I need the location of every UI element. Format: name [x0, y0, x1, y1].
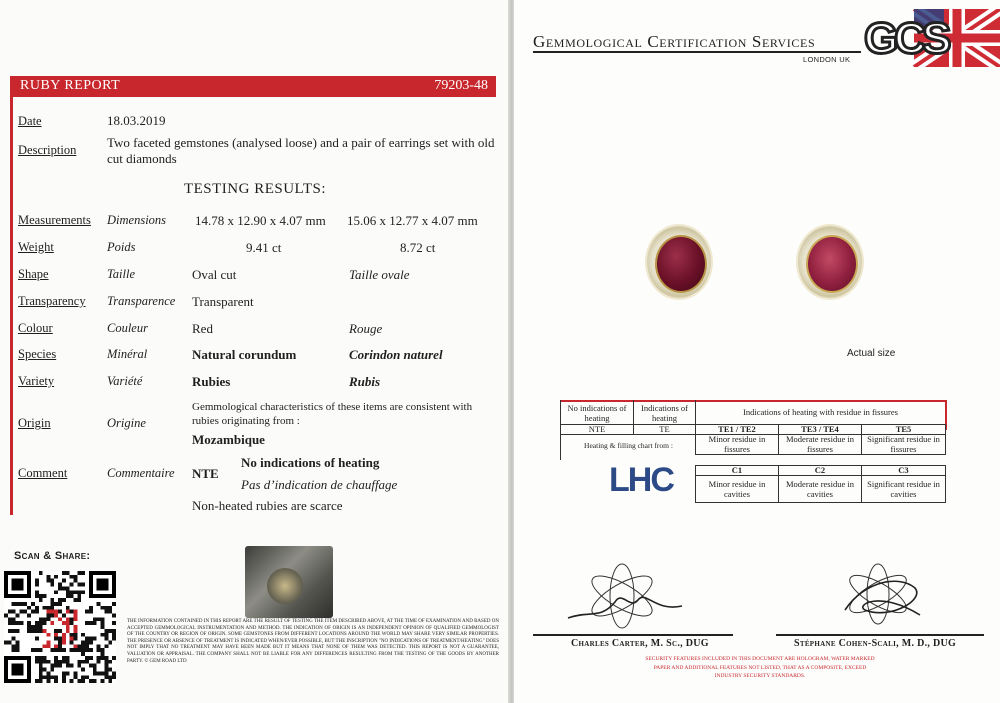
row-te: TE: [659, 424, 670, 434]
te-code-3: TE5: [895, 424, 912, 434]
colour-value-fr: Rouge: [349, 321, 383, 336]
comment-label: Comment: [18, 466, 68, 480]
signature-line-left: [533, 634, 733, 636]
qr-code-icon[interactable]: [4, 571, 116, 683]
measurements-value-1: 14.78 x 12.90 x 4.07 mm: [195, 213, 326, 228]
hologram-disc-icon: [267, 568, 303, 604]
date-label: Date: [18, 114, 42, 128]
header-main: Indications of heating with residue in fissures: [743, 407, 898, 417]
c-desc-3: Significant residue in cavities: [867, 479, 940, 499]
weight-label: Weight: [18, 240, 54, 254]
comment-note: Non-heated rubies are scarce: [192, 498, 343, 513]
signature-left-icon: [560, 560, 690, 632]
weight-fr-label: Poids: [107, 240, 136, 254]
weight-value-1: 9.41 ct: [246, 240, 282, 255]
variety-label: Variety: [18, 374, 55, 388]
report-header-bar: [10, 76, 496, 97]
origin-label: Origin: [18, 416, 51, 430]
colour-fr-label: Couleur: [107, 321, 148, 335]
description-value: Two faceted gemstones (analysed loose) and a pair of earrings set with old cut diamonds: [107, 135, 495, 166]
te-desc-2: Moderate residue in fissures: [786, 434, 854, 454]
chart-label: Heating & filling chart from :: [584, 441, 673, 450]
signature-line-right: [776, 634, 984, 636]
comment-value: No indications of heating: [241, 455, 380, 470]
weight-value-2: 8.72 ct: [400, 240, 436, 255]
comment-value-fr: Pas d’indication de chauffage: [241, 477, 398, 492]
comment-fr-label: Commentaire: [107, 466, 175, 480]
transparency-value: Transparent: [192, 294, 254, 309]
title-rule: [533, 51, 861, 53]
header-te-title: Indications of heating: [641, 403, 688, 423]
company-name: Gemmological Certification Services: [533, 32, 816, 51]
signatory-right: Stéphane Cohen-Scali, M. D., DUG: [794, 638, 957, 649]
shape-value-fr: Taille ovale: [349, 267, 410, 282]
company-city: LONDON UK: [803, 55, 851, 64]
measurements-fr-label: Dimensions: [107, 213, 167, 227]
measurements-label: Measurements: [18, 213, 91, 227]
ruby-earring-right: [798, 226, 862, 298]
origin-value: Mozambique: [192, 432, 265, 447]
species-fr-label: Minéral: [107, 347, 148, 361]
species-value-fr: Corindon naturel: [349, 347, 443, 362]
shape-fr-label: Taille: [107, 267, 136, 281]
scan-share-title: Scan & Share:: [14, 550, 91, 562]
te-code-2: TE3 / TE4: [801, 424, 839, 434]
comment-code: NTE: [192, 466, 219, 481]
origin-intro: Gemmological characteristics of these items are consistent with rubies originating from :: [192, 401, 473, 427]
hologram-seal-icon: [245, 546, 333, 618]
species-label: Species: [18, 347, 57, 361]
lab-logo: LHC: [609, 461, 673, 499]
signatory-left: Charles Carter, M. Sc., DUG: [571, 638, 709, 649]
shape-value: Oval cut: [192, 267, 237, 282]
signature-right-icon: [820, 560, 940, 632]
c-code-1: C1: [731, 465, 743, 475]
ruby-earring-left: [647, 226, 711, 298]
security-note: SECURITY FEATURES INCLUDED IN THIS DOCUMENT ARE HOLOGRAM, WATER MARKED PAPER AND ADDITIONAL FEATURES NOT LISTED, THAT AS A COMPOSITE, EXCEED INDUSTRY SECURITY STANDARDS.: [645, 656, 875, 679]
photo-caption: Actual size: [847, 348, 896, 359]
c-desc-2: Moderate residue in cavities: [786, 479, 854, 499]
description-label: Description: [18, 143, 77, 157]
c-code-2: C2: [814, 465, 826, 475]
variety-value: Rubies: [192, 374, 231, 389]
transparency-label: Transparency: [18, 294, 86, 308]
colour-value: Red: [192, 321, 213, 336]
te-desc-3: Significant residue in fissures: [867, 434, 940, 454]
c-desc-1: Minor residue in cavities: [708, 479, 766, 499]
colour-label: Colour: [18, 321, 53, 335]
shape-label: Shape: [18, 267, 49, 281]
row-nte: NTE: [588, 424, 606, 434]
testing-results-heading: TESTING RESULTS:: [183, 181, 327, 197]
origin-fr-label: Origine: [107, 416, 146, 430]
disclaimer-text: THE INFORMATION CONTAINED IN THIS REPORT ARE THE RESULT OF TESTING THE ITEM DESCRIBED ABOVE, AT THE TIME OF EXAMINATION AND BASED ON ACCEPTED GEMMOLOGICAL INSTRUMENTATION AND METHOD. THE INDICATION OF ORIGIN IS AN INDEPENDENT OPINION OF QUALIFIED GEMMOLOGIST OF THE COUNTRY OR REGION OF ORIGIN. SOME GEMSTONES FROM DIFFERENT LOCATIONS AROUND THE WORLD MAY SHARE VERY SIMILAR PROPERTIES. THE PRESENCE OR ABSENCE OF TREATMENT IS INDICATED WHEN/EVER POSSIBLE, BUT THE INSCRIPTION "NO INDICATIONS OF TREATMENT/HEATING" DOES NOT IMPLY THAT NO TREATMENT MAY HAVE BEEN MADE BUT IT MEANS THAT NONE OF THEM WAS DETECTED. THIS REPORT IS NOT A GUARANTEE, VALUATION OR APPRAISAL. THE COMPANY SHALL NOT BE LIABLE FOR ANY DIFFERENCES RESULTING FROM THE TESTING OF THE GOODS BY ANOTHER PARTY. © GEM ROAD LTD: [127, 619, 499, 664]
c-code-3: C3: [898, 465, 909, 475]
report-number: 79203-48: [434, 78, 488, 93]
header-nte: No indications of heating: [567, 403, 627, 423]
te-desc-1: Minor residue in fissures: [708, 434, 766, 454]
transparency-fr-label: Transparence: [107, 294, 176, 308]
union-jack-logo-icon: [862, 9, 1000, 67]
date-value: 18.03.2019: [107, 113, 166, 128]
variety-fr-label: Variété: [107, 374, 143, 388]
te-code-1: TE1 / TE2: [718, 424, 756, 434]
ruby-stone-right: [806, 235, 858, 293]
variety-value-fr: Rubis: [349, 374, 381, 389]
ruby-stone-left: [655, 235, 707, 293]
logo-text: GCS: [864, 14, 948, 63]
report-title: RUBY REPORT: [20, 78, 121, 93]
measurements-value-2: 15.06 x 12.77 x 4.07 mm: [347, 213, 478, 228]
species-value: Natural corundum: [192, 347, 297, 362]
